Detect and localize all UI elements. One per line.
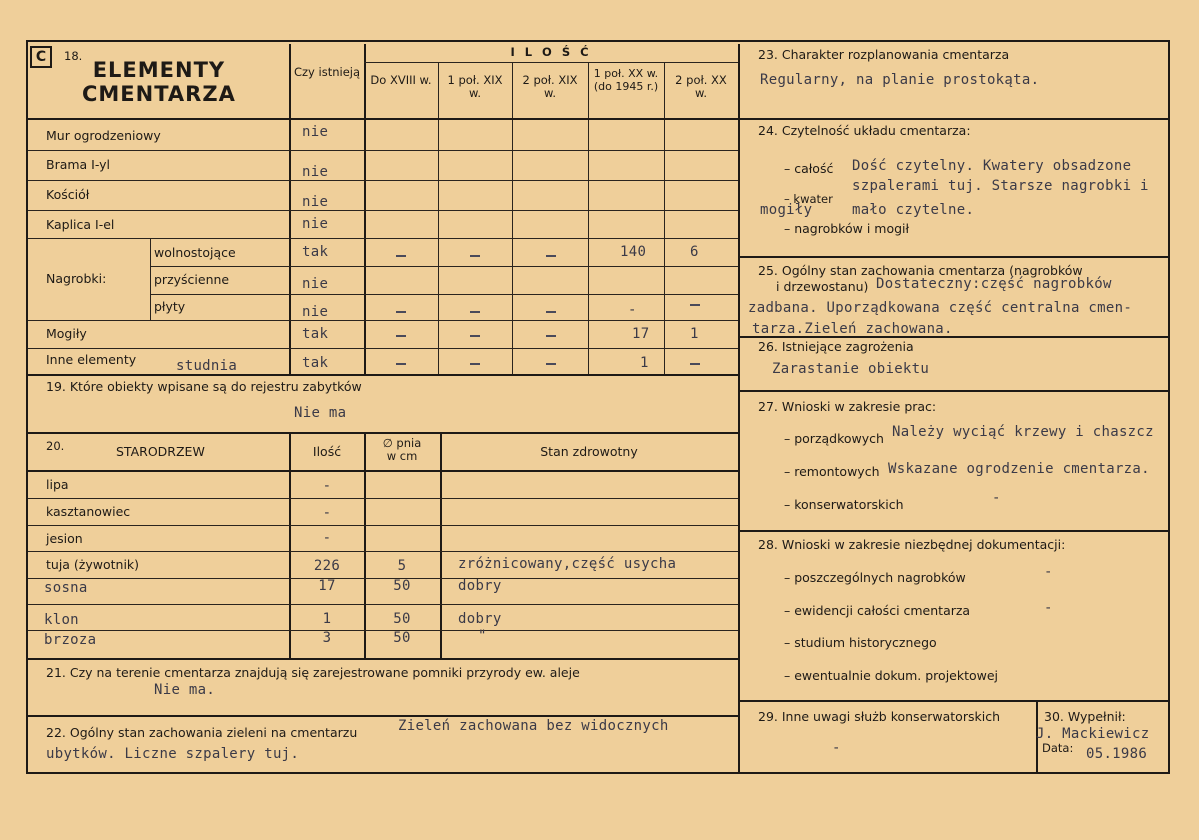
tree-count-1: - xyxy=(322,505,332,521)
tree-count-6: 3 xyxy=(322,630,332,646)
tree-name-6: brzoza xyxy=(44,632,97,648)
trees-col-health: Stan zdrowotny xyxy=(540,444,638,459)
work-question: 27. Wnioski w zakresie prac: xyxy=(758,399,937,414)
tree-diam-4: 50 xyxy=(393,578,411,594)
filled-by-name: J. Mackiewicz xyxy=(1036,726,1150,742)
condition-answer-line3: tarza.Zieleń zachowana. xyxy=(752,321,953,337)
tree-count-2: - xyxy=(322,530,332,546)
tree-health-5: dobry xyxy=(458,611,502,627)
tree-count-0: - xyxy=(322,478,332,494)
tree-health-4: dobry xyxy=(458,578,502,594)
legibility-item-total: – całość xyxy=(784,161,834,176)
condition-question-line2: i drzewostanu) xyxy=(776,279,869,294)
tree-count-4: 17 xyxy=(318,578,336,594)
work-item-cleanup: – porządkowych xyxy=(784,431,884,446)
monuments-question: 21. Czy na terenie cmentarza znajdują się zarejestrowane pomniki przyrody ew. aleje xyxy=(46,665,580,680)
registry-question: 19. Które obiekty wpisane są do rejestru zabytków xyxy=(46,379,362,394)
row-note-well: studnia xyxy=(176,358,238,374)
diameter-symbol: ∅ xyxy=(382,436,393,450)
period-header-3: 1 poł. XX w. (do 1945 r.) xyxy=(593,67,659,93)
elements-title-line1: ELEMENTY xyxy=(92,58,226,82)
elements-title-line2: CMENTARZA xyxy=(82,82,236,107)
tree-name-4: sosna xyxy=(44,580,88,596)
legibility-answer-line3b: mało czytelne. xyxy=(852,202,975,218)
condition-question-line1: 25. Ogólny stan zachowania cmentarza (nagrobków xyxy=(758,263,1083,278)
section-18-number: 18. xyxy=(64,49,83,63)
exists-other: tak xyxy=(302,355,329,371)
row-label-church: Kościół xyxy=(46,187,90,202)
exists-slabs: nie xyxy=(302,304,329,320)
trees-col-diam-unit: w cm xyxy=(386,449,418,464)
date-value: 05.1986 xyxy=(1086,746,1148,762)
exists-gate: nie xyxy=(302,164,329,180)
col-exists-header: Czy istnieją xyxy=(293,65,361,79)
condition-answer-line2: zadbana. Uporządkowana część centralna cmen- xyxy=(748,300,1133,316)
registry-answer: Nie ma xyxy=(294,405,347,421)
exists-wall: nie xyxy=(302,124,329,140)
exists-church: nie xyxy=(302,194,329,210)
work-item-repair: – remontowych xyxy=(784,464,880,479)
col-ilosc-header: I L O Ś Ć xyxy=(510,45,592,59)
elements-title xyxy=(82,58,236,106)
greenery-question: 22. Ogólny stan zachowania zieleni na cmentarzu xyxy=(46,725,358,740)
layout-question: 23. Charakter rozplanowania cmentarza xyxy=(758,47,1010,62)
trees-number: 20. xyxy=(46,439,65,453)
filled-by-label: 30. Wypełnił: xyxy=(1044,709,1126,724)
q-freestanding-xx1: 140 xyxy=(620,244,647,260)
period-header-0: Do XVIII w. xyxy=(370,73,432,87)
row-label-wall: Mur ogrodzeniowy xyxy=(46,128,161,143)
work-item-conservation: – konserwatorskich xyxy=(784,497,904,512)
legibility-answer-line1: Dość czytelny. Kwatery obsadzone xyxy=(852,158,1132,174)
doc-item-tombstones: – poszczególnych nagrobków xyxy=(784,570,966,585)
doc-item-records: – ewidencji całości cmentarza xyxy=(784,603,971,618)
q-graves-xx1: 17 xyxy=(632,326,650,342)
tree-health-6: " xyxy=(478,628,487,644)
tree-diam-5: 50 xyxy=(393,611,411,627)
tree-name-2: jesion xyxy=(46,531,83,546)
threats-question: 26. Istniejące zagrożenia xyxy=(758,339,914,354)
trees-title: STARODRZEW xyxy=(116,444,205,459)
row-label-gate: Brama I-yl xyxy=(46,157,111,172)
legibility-answer-line3a: mogiły xyxy=(760,202,813,218)
q-freestanding-xx2: 6 xyxy=(690,244,699,260)
period-header-1: 1 poł. XIX w. xyxy=(447,73,503,101)
work-answer-cleanup: Należy wyciąć krzewy i chaszcz xyxy=(892,424,1154,440)
row-label-graves: Mogiły xyxy=(46,326,87,341)
q-other-xx1: 1 xyxy=(640,355,649,371)
doc-item-history: – studium historycznego xyxy=(784,635,937,650)
greenery-answer-line2: ubytków. Liczne szpalery tuj. xyxy=(46,746,300,762)
condition-answer-line1: Dostateczny:część nagrobków xyxy=(876,276,1112,292)
legibility-item-quarters: – kwater xyxy=(784,192,833,206)
doc-answer-records: - xyxy=(1044,600,1053,616)
tree-count-3: 226 xyxy=(313,558,341,574)
monuments-answer: Nie ma. xyxy=(154,682,216,698)
q-graves-xx2: 1 xyxy=(690,326,699,342)
row-label-other: Inne elementy xyxy=(46,352,137,367)
greenery-answer-line1: Zieleń zachowana bez widocznych xyxy=(398,718,669,734)
row-label-chapel: Kaplica I-el xyxy=(46,217,115,232)
legibility-question: 24. Czytelność układu cmentarza: xyxy=(758,123,971,138)
tree-name-1: kasztanowiec xyxy=(46,504,131,519)
exists-freestanding: tak xyxy=(302,244,329,260)
legibility-item-graves: – nagrobków i mogił xyxy=(784,221,910,236)
documentation-question: 28. Wnioski w zakresie niezbędnej dokumentacji: xyxy=(758,537,1066,552)
work-answer-repair: Wskazane ogrodzenie cmentarza. xyxy=(888,461,1150,477)
tree-name-5: klon xyxy=(44,612,79,628)
row-label-wall-mounted: przyścienne xyxy=(154,272,230,287)
exists-graves: tak xyxy=(302,326,329,342)
trees-col-diam xyxy=(364,437,440,463)
tree-diam-3: 5 xyxy=(397,558,407,574)
row-label-tombstones: Nagrobki: xyxy=(46,271,107,286)
q-slabs-xx1: - xyxy=(628,302,637,318)
tree-health-3: zróżnicowany,część usycha xyxy=(458,556,677,572)
other-notes-answer: - xyxy=(832,740,841,756)
date-label: Data: xyxy=(1042,741,1074,755)
tree-name-3: tuja (żywotnik) xyxy=(46,557,140,572)
period-header-2: 2 poł. XIX w. xyxy=(522,73,578,101)
tree-count-5: 1 xyxy=(322,611,332,627)
trees-col-count: Ilość xyxy=(312,444,342,459)
tree-name-0: lipa xyxy=(46,477,69,492)
exists-wall-mounted: nie xyxy=(302,276,329,292)
trees-col-diam-label: pnia xyxy=(396,436,422,450)
tree-diam-6: 50 xyxy=(393,630,411,646)
doc-answer-tombstones: - xyxy=(1044,564,1053,580)
threats-answer: Zarastanie obiektu xyxy=(772,361,930,377)
layout-answer: Regularny, na planie prostokąta. xyxy=(760,72,1040,88)
other-notes-question: 29. Inne uwagi służb konserwatorskich xyxy=(758,709,1000,724)
work-answer-conservation: - xyxy=(992,490,1001,506)
exists-chapel: nie xyxy=(302,216,329,232)
legibility-answer-line2: szpalerami tuj. Starsze nagrobki i xyxy=(852,178,1149,194)
row-label-freestanding: wolnostojące xyxy=(154,245,236,260)
doc-item-project: – ewentualnie dokum. projektowej xyxy=(784,668,999,683)
row-label-slabs: płyty xyxy=(154,299,186,314)
section-code-box: C xyxy=(30,46,52,68)
period-header-4: 2 poł. XX w. xyxy=(675,73,727,101)
